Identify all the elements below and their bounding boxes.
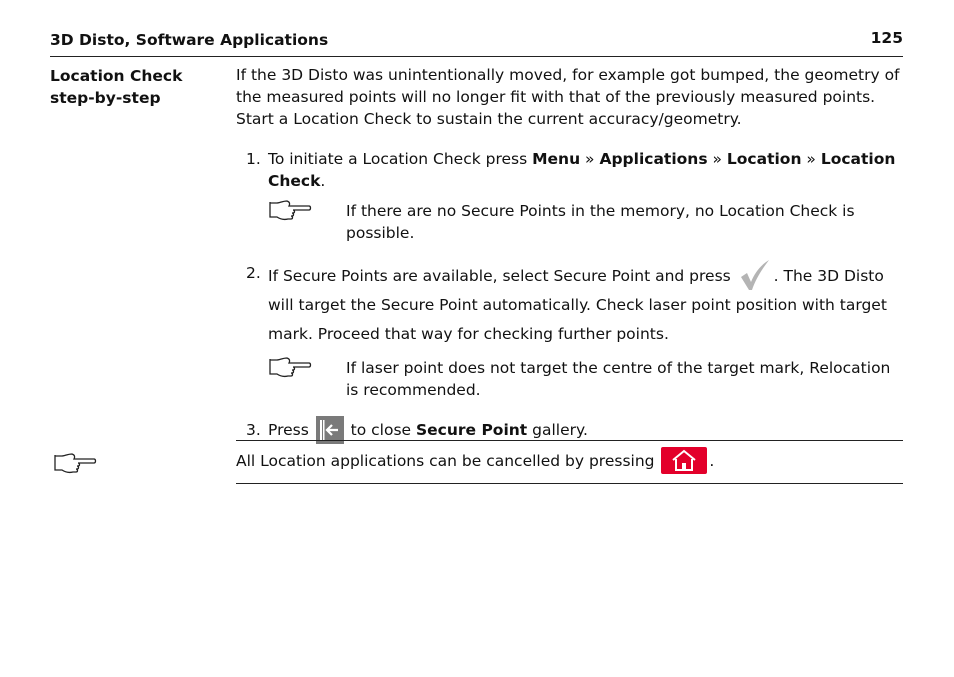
page-number: 125	[870, 29, 903, 47]
step-2	[236, 262, 903, 401]
step-3	[236, 419, 903, 441]
step-text: Press to close Secure Point gallery.	[268, 421, 588, 439]
note-text: If laser point does not target the centre of the target mark, Relocation is recommended.	[346, 359, 891, 399]
bottom-note	[236, 440, 903, 484]
intro-paragraph: If the 3D Disto was unintentionally moved, for example got bumped, the geometry of the measured points will no longer fit with that of the previously measured points. Start a Location Check to sustain the current accuracy/geometry.	[236, 66, 900, 128]
chapter-title: 3D Disto, Software Applications	[50, 31, 329, 49]
pointing-hand-icon	[268, 355, 312, 385]
bottom-note-text: All Location applications can be cancelled by pressing .	[236, 452, 714, 470]
step-number: 1.	[246, 150, 261, 168]
step-1-note	[268, 200, 903, 244]
step-number: 2.	[246, 264, 261, 282]
pointing-hand-icon	[268, 198, 312, 228]
step-text: To initiate a Location Check press Menu » Applications » Location » Location Check.	[268, 150, 896, 190]
step-2-note	[268, 357, 903, 401]
section-title-line1: Location Check	[50, 67, 183, 85]
step-text: If Secure Points are available, select Secure Point and press . The 3D Disto will target the Secure Point automatically. Check laser point position with target mark. Proceed that way for checking further points.	[268, 262, 903, 349]
main-content	[236, 64, 903, 441]
step-number: 3.	[246, 421, 261, 439]
step-1	[236, 148, 903, 244]
pointing-hand-icon	[53, 451, 97, 479]
page-header	[50, 28, 903, 57]
section-title	[50, 65, 230, 109]
checkmark-icon[interactable]	[738, 258, 772, 292]
home-icon[interactable]	[661, 447, 707, 474]
note-text: If there are no Secure Points in the memory, no Location Check is possible.	[346, 202, 855, 242]
section-title-line2: step-by-step	[50, 89, 161, 107]
